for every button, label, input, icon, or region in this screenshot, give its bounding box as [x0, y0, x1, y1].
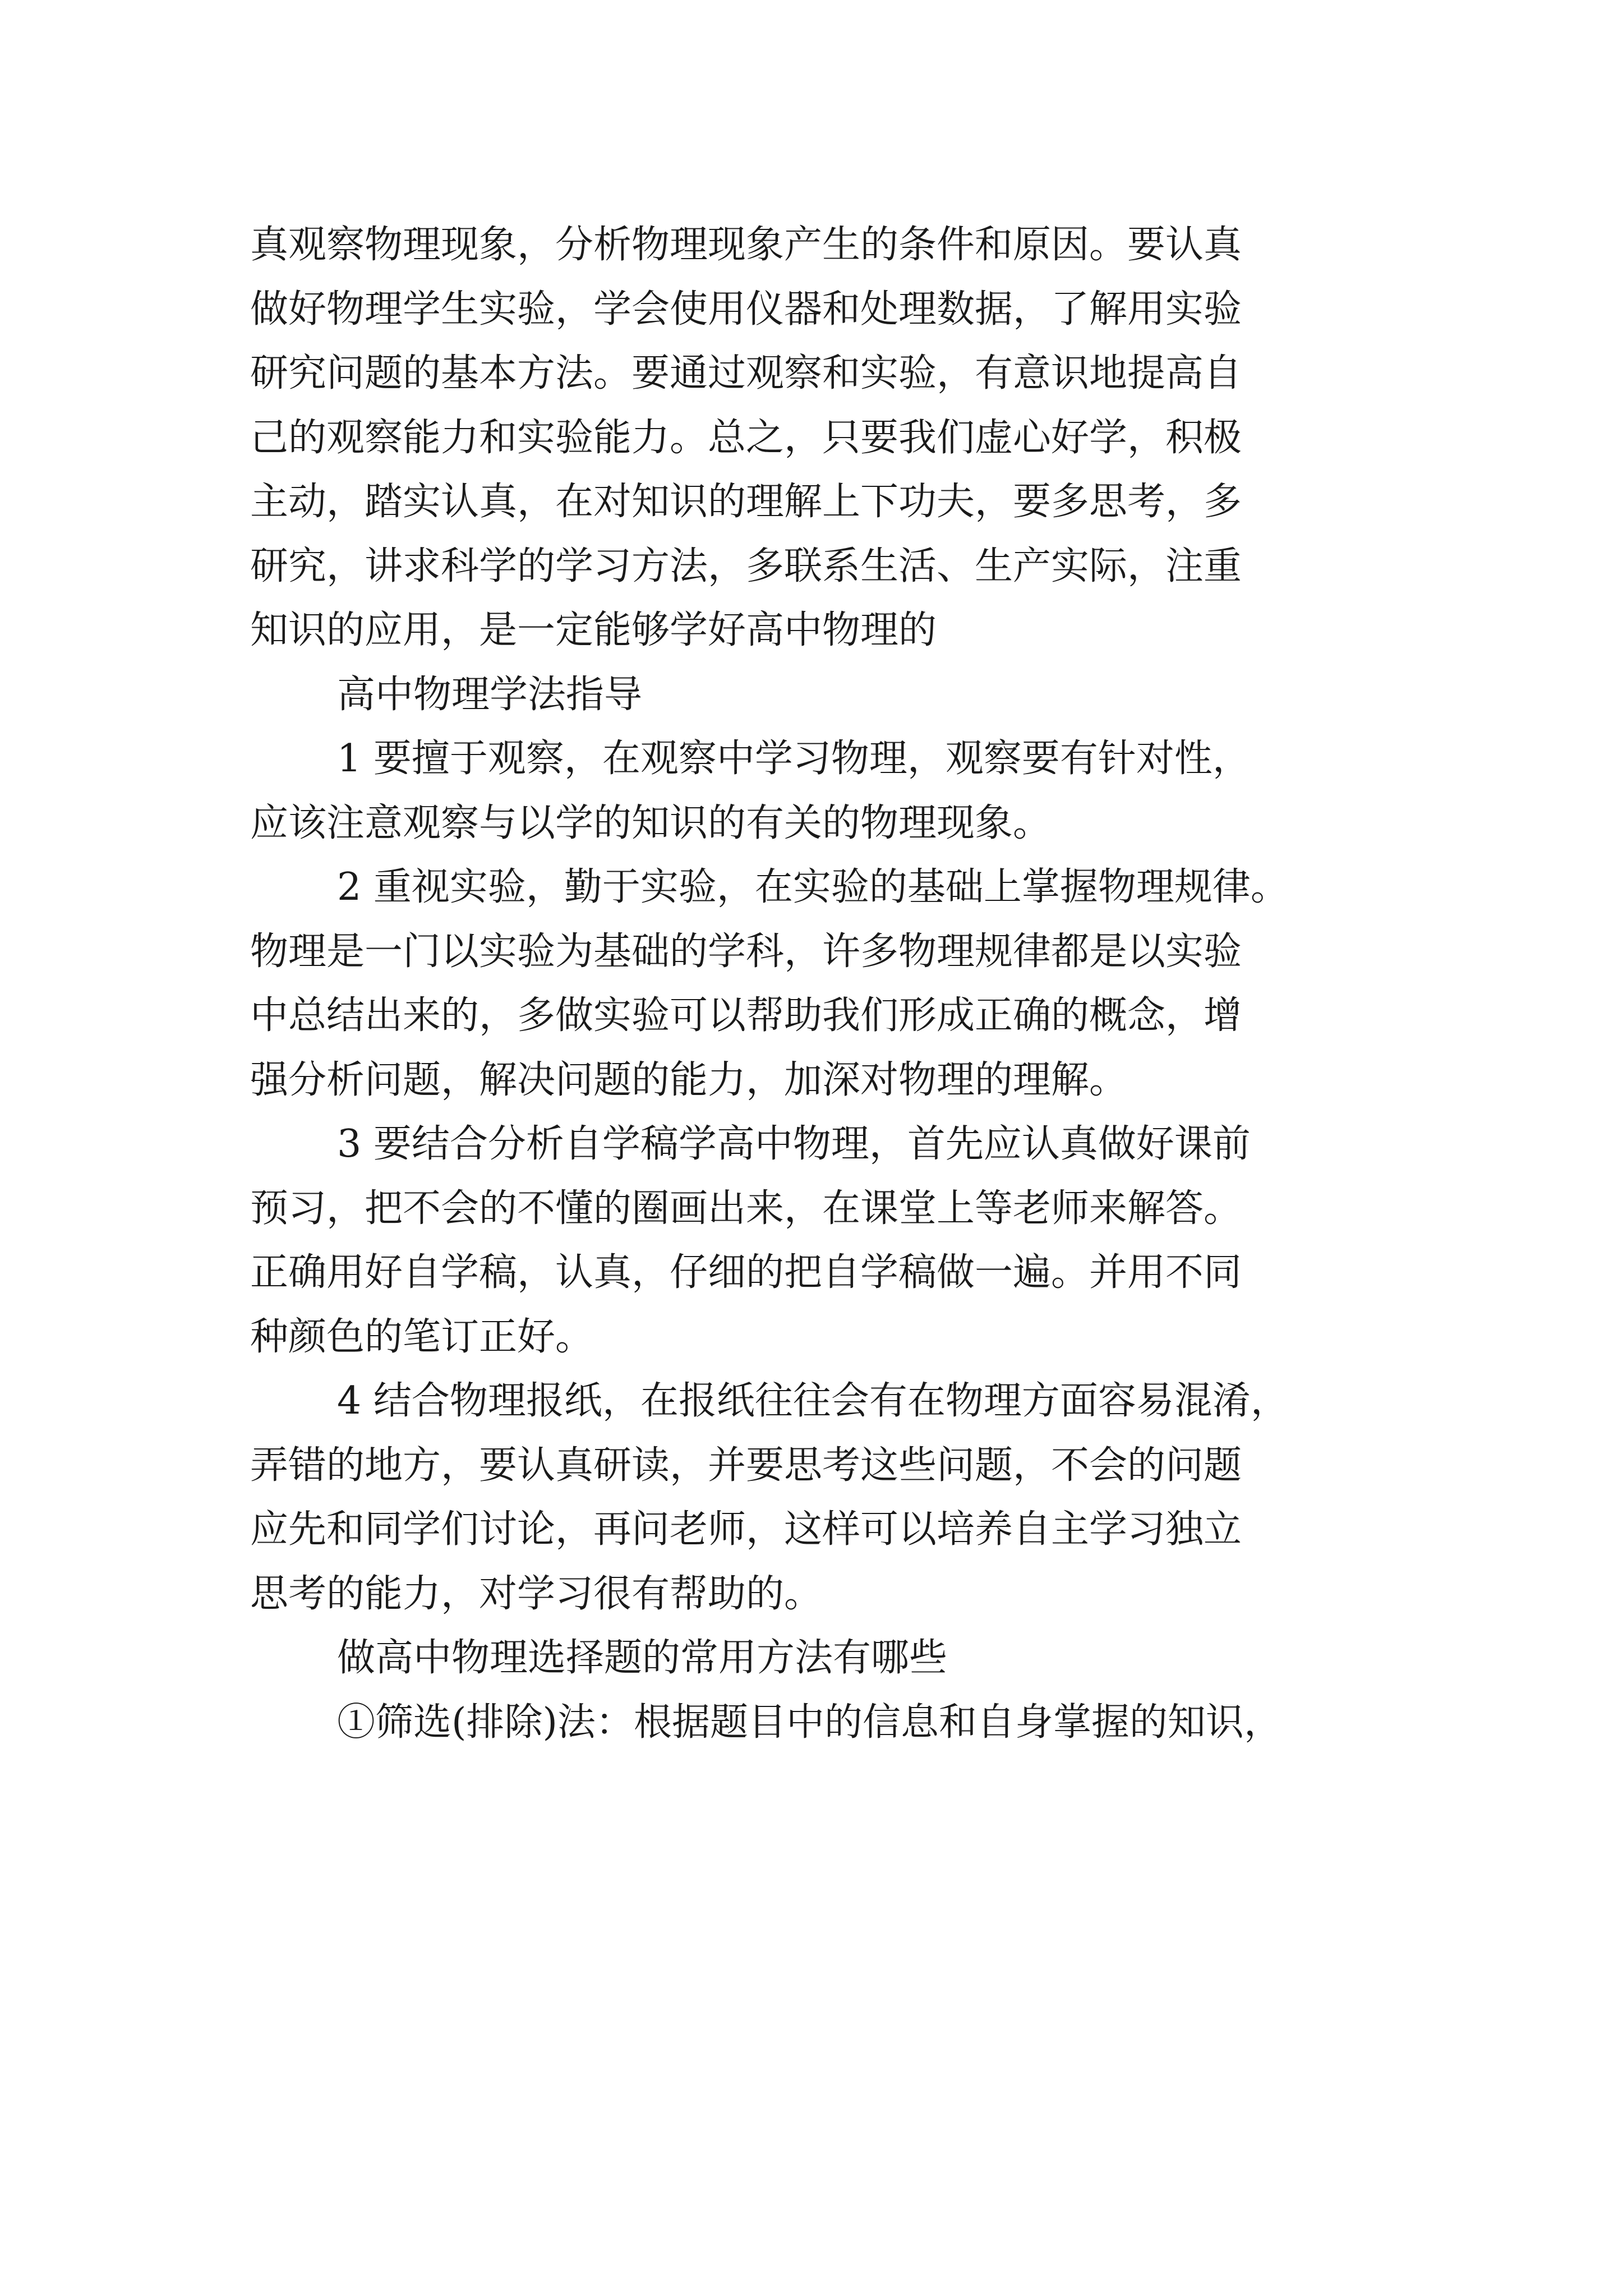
text-line: 种颜色的笔订正好。 [250, 1314, 594, 1359]
text-line: 主动，踏实认真，在对知识的理解上下功夫，要多思考，多 [250, 480, 1242, 524]
text-line: 己的观察能力和实验能力。总之，只要我们虚心好学，积极 [250, 415, 1242, 460]
text-line: 中总结出来的，多做实验可以帮助我们形成正确的概念，增 [250, 993, 1242, 1038]
document-body [250, 213, 1394, 1755]
paragraph-start: 2 重视实验，勤于实验，在实验的基础上掌握物理规律。 [337, 865, 1289, 909]
paragraph-start: 4 结合物理报纸，在报纸往往会有在物理方面容易混淆， [337, 1379, 1289, 1423]
text-line: 研究，讲求科学的学习方法，多联系生活、生产实际，注重 [250, 544, 1242, 588]
text-line: 做好物理学生实验，学会使用仪器和处理数据，了解用实验 [250, 287, 1242, 332]
paragraph-start: 3 要结合分析自学稿学高中物理，首先应认真做好课前 [337, 1122, 1251, 1166]
text-line: 应先和同学们讨论，再问老师，这样可以培养自主学习独立 [250, 1507, 1242, 1552]
text-line: 弄错的地方，要认真研读，并要思考这些问题，不会的问题 [250, 1443, 1242, 1488]
text-line: 正确用好自学稿，认真，仔细的把自学稿做一遍。并用不同 [250, 1250, 1242, 1295]
text-line: 思考的能力，对学习很有帮助的。 [250, 1571, 823, 1616]
text-line: 预习，把不会的不懂的圈画出来，在课堂上等老师来解答。 [250, 1186, 1242, 1231]
paragraph-start: 1 要擅于观察，在观察中学习物理，观察要有针对性， [337, 737, 1251, 781]
text-line: 知识的应用，是一定能够学好高中物理的 [250, 608, 937, 652]
text-line: 强分析问题，解决问题的能力，加深对物理的理解。 [250, 1057, 1128, 1102]
text-line: 真观察物理现象，分析物理现象产生的条件和原因。要认真 [250, 223, 1242, 267]
section-heading: 高中物理学法指导 [337, 672, 643, 717]
section-heading: 做高中物理选择题的常用方法有哪些 [337, 1636, 948, 1680]
text-line: 物理是一门以实验为基础的学科，许多物理规律都是以实验 [250, 929, 1242, 974]
text-line: 应该注意观察与以学的知识的有关的物理现象。 [250, 800, 1052, 845]
text-line: 研究问题的基本方法。要通过观察和实验，有意识地提高自 [250, 351, 1242, 395]
paragraph-start: ①筛选(排除)法：根据题目中的信息和自身掌握的知识， [337, 1700, 1283, 1745]
